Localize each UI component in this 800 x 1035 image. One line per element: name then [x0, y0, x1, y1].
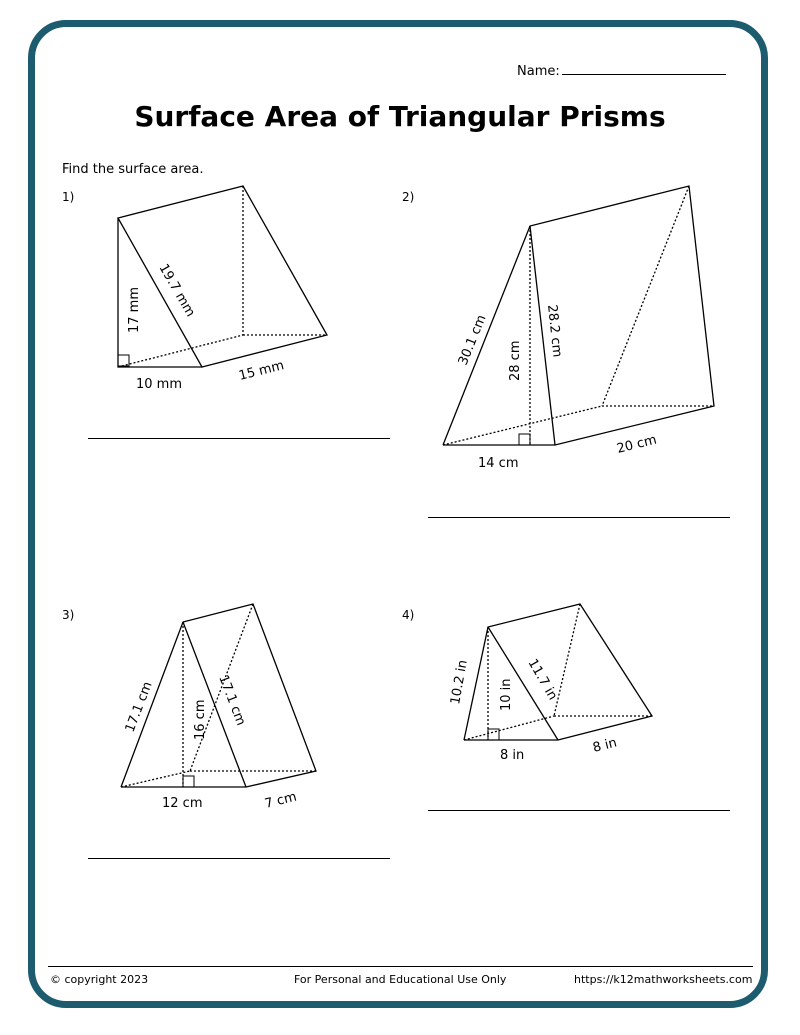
worksheet-title: Surface Area of Triangular Prisms [134, 100, 666, 133]
p1-slant-label: 19.7 mm [155, 261, 198, 320]
p4-length-label: 8 in [591, 735, 619, 756]
p2-length-label: 20 cm [615, 432, 659, 457]
p3-left-side-label: 17.1 cm [122, 679, 156, 735]
problem-2-number: 2) [402, 190, 415, 204]
footer-usage: For Personal and Educational Use Only [294, 973, 507, 986]
p2-height-label: 28 cm [508, 340, 523, 381]
p3-height-label: 16 cm [193, 699, 208, 740]
p3-right-side-label: 17.1 cm [215, 673, 249, 728]
p2-left-side-label: 30.1 cm [455, 312, 490, 368]
p3-length-label: 7 cm [263, 789, 299, 812]
prism-2 [443, 186, 714, 445]
instructions: Find the surface area. [62, 162, 204, 177]
p4-left-side-label: 10.2 in [448, 658, 471, 706]
p4-height-label: 10 in [499, 678, 514, 711]
p1-base-label: 10 mm [136, 377, 183, 392]
p2-right-side-label: 28.2 cm [544, 303, 565, 359]
footer-website[interactable]: https://k12mathworksheets.com [574, 973, 753, 986]
p4-base-label: 8 in [500, 748, 525, 763]
p3-base-label: 12 cm [162, 796, 203, 811]
prism-4 [464, 604, 652, 740]
p2-base-label: 14 cm [478, 456, 519, 471]
name-label: Name: [517, 64, 560, 79]
p1-length-label: 15 mm [237, 358, 286, 384]
problem-1-number: 1) [62, 190, 75, 204]
problem-4-number: 4) [402, 608, 415, 622]
problem-3-number: 3) [62, 608, 75, 622]
prism-1 [118, 186, 327, 367]
p4-right-side-label: 11.7 in [524, 656, 560, 703]
p1-height-label: 17 mm [127, 286, 142, 333]
footer-copyright: © copyright 2023 [50, 973, 149, 986]
footer-divider [48, 966, 753, 967]
